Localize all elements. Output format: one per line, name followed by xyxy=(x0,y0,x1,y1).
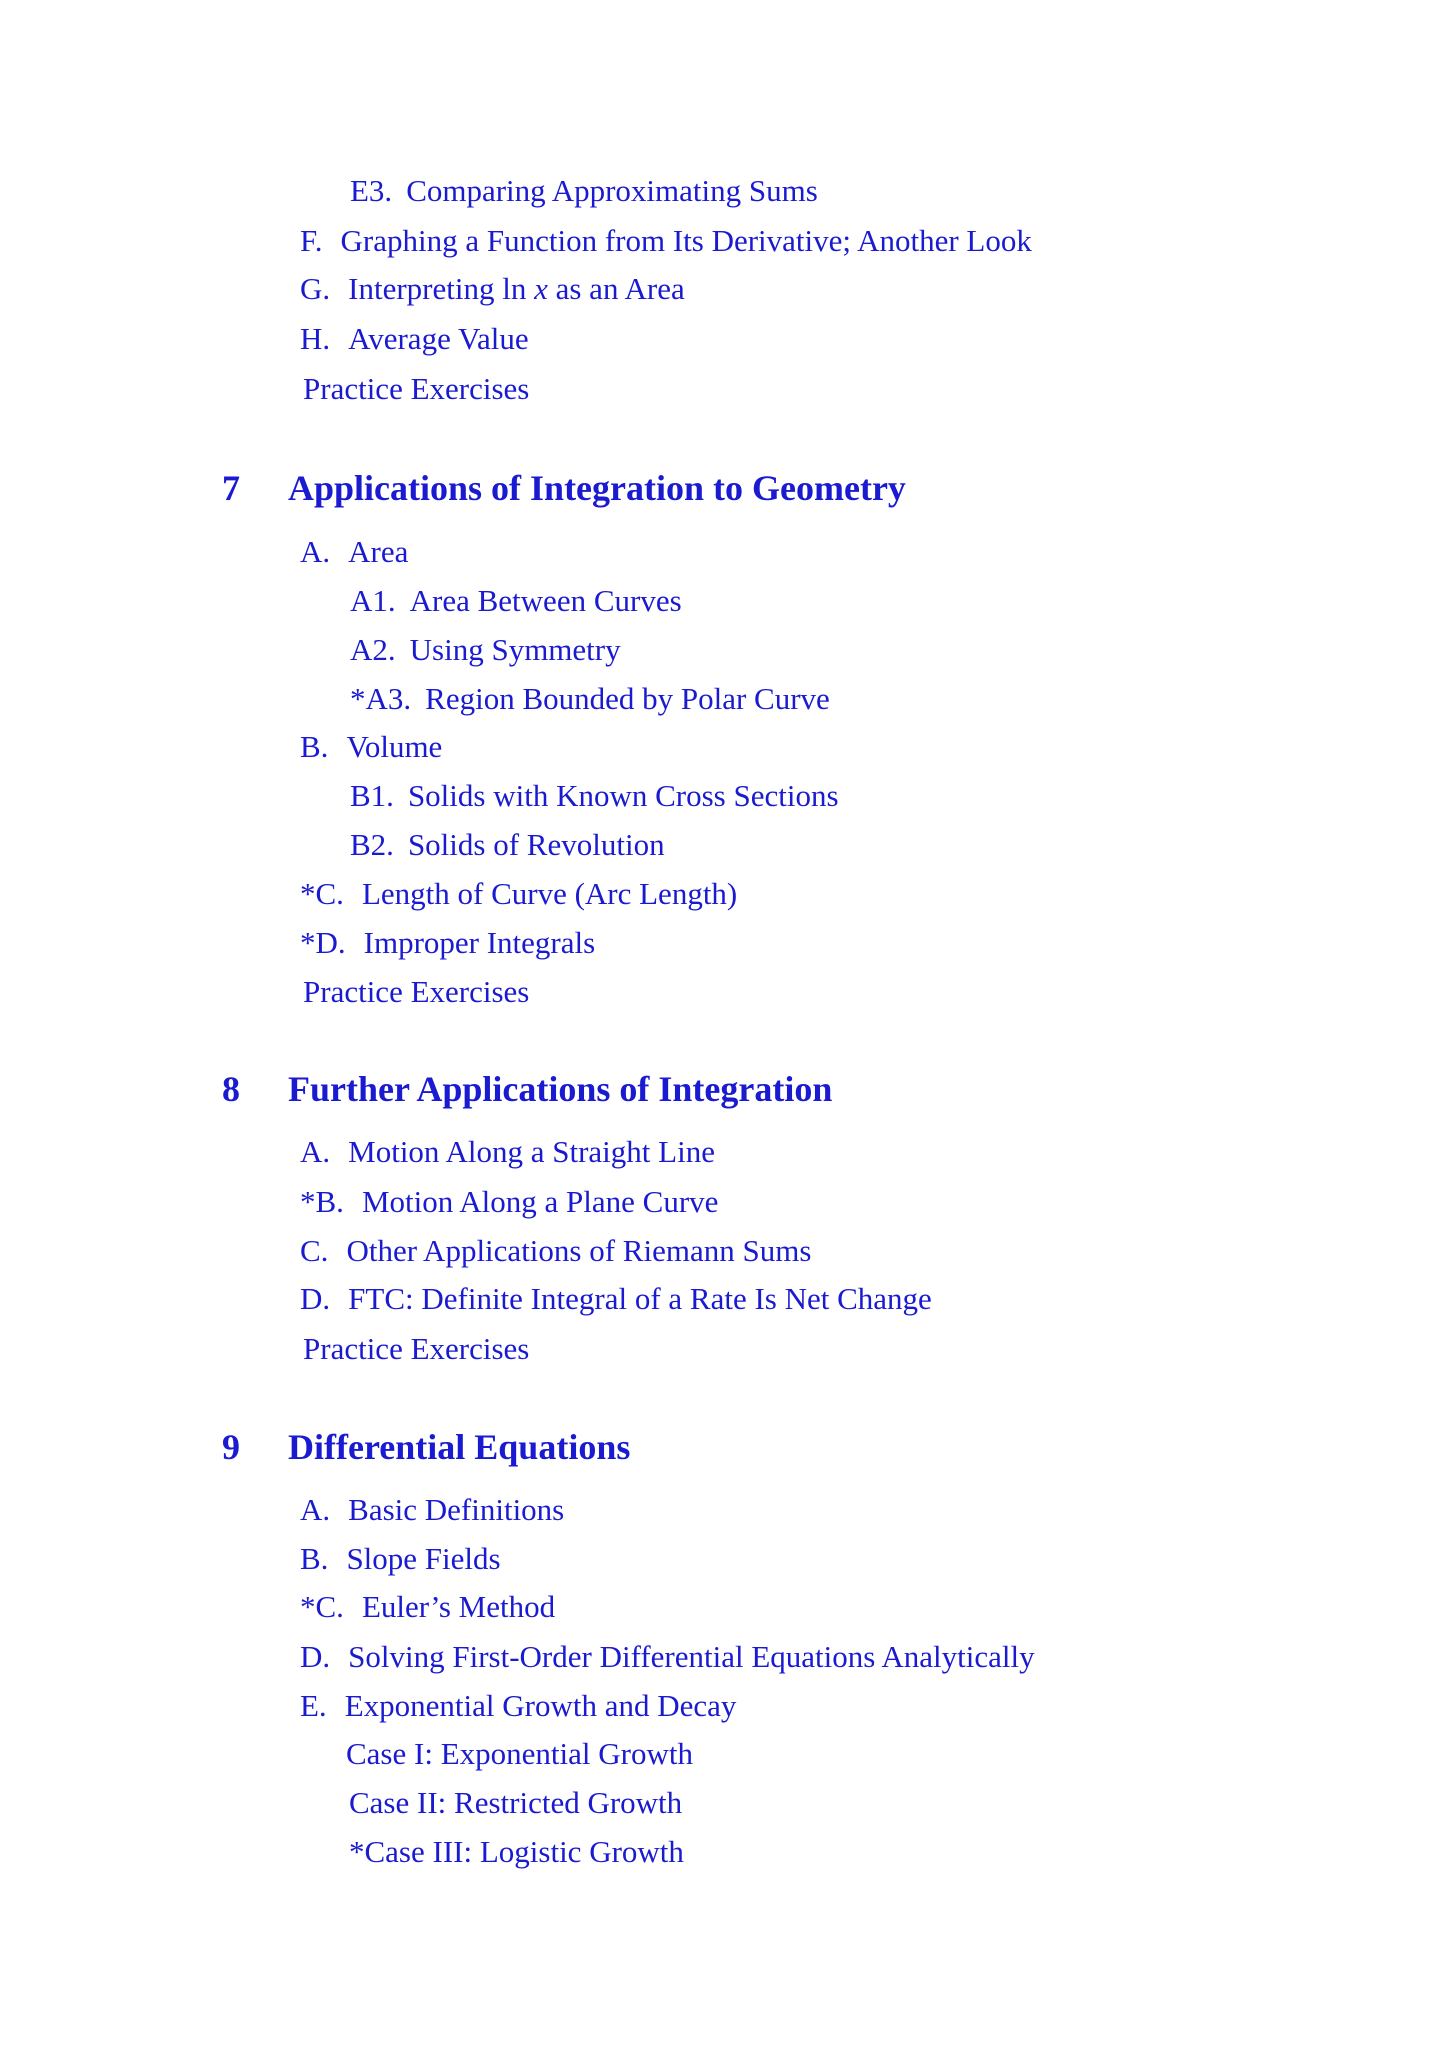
toc-item-9e-case-3[interactable] xyxy=(349,1833,684,1871)
toc-item-text: Average Value xyxy=(348,321,529,356)
chapter-title: Differential Equations xyxy=(288,1427,631,1467)
toc-item-label: E. xyxy=(300,1688,327,1723)
toc-item-label: *A3. xyxy=(350,681,412,716)
toc-item-label: A2. xyxy=(350,632,396,667)
toc-item-8b[interactable] xyxy=(300,1183,718,1221)
chapter-number: 8 xyxy=(222,1069,240,1109)
toc-item-label: *C. xyxy=(300,876,344,911)
toc-item-9e-case-1[interactable] xyxy=(346,1735,693,1773)
toc-item-label: G. xyxy=(300,271,331,306)
toc-item-text: Motion Along a Plane Curve xyxy=(361,1184,719,1219)
toc-item-9b[interactable] xyxy=(300,1540,501,1578)
toc-item-text: Improper Integrals xyxy=(363,925,596,960)
toc-item-8c[interactable] xyxy=(300,1232,811,1270)
toc-item-text: Solving First-Order Differential Equations Analytically xyxy=(348,1639,1035,1674)
toc-item-text: Exponential Growth and Decay xyxy=(344,1688,737,1723)
toc-item-text: Using Symmetry xyxy=(409,632,621,667)
toc-item-text-before: Interpreting ln xyxy=(348,271,535,306)
toc-item-text: *Case III: Logistic Growth xyxy=(349,1834,684,1869)
toc-item-text: Motion Along a Straight Line xyxy=(348,1134,715,1169)
toc-item-e3[interactable] xyxy=(350,172,818,210)
toc-item-label: *B. xyxy=(300,1184,344,1219)
chapter-title: Further Applications of Integration xyxy=(288,1069,833,1109)
toc-item-text: Comparing Approximating Sums xyxy=(406,173,818,208)
toc-item-label: *C. xyxy=(300,1589,344,1624)
toc-item-text: Other Applications of Riemann Sums xyxy=(346,1233,812,1268)
toc-item-8a[interactable] xyxy=(300,1133,715,1171)
toc-item-text: Slope Fields xyxy=(346,1541,501,1576)
toc-item-label: E3. xyxy=(350,173,393,208)
toc-item-label: D. xyxy=(300,1639,331,1674)
toc-item-7a[interactable] xyxy=(300,533,408,571)
toc-item-text: Case I: Exponential Growth xyxy=(346,1736,693,1771)
toc-item-practice-exercises[interactable] xyxy=(303,370,529,408)
toc-item-text: Solids with Known Cross Sections xyxy=(407,778,839,813)
toc-item-label: B1. xyxy=(350,778,394,813)
toc-item-g[interactable] xyxy=(300,270,685,308)
toc-item-label: C. xyxy=(300,1233,329,1268)
toc-item-7b2[interactable] xyxy=(350,826,665,864)
toc-item-text: Area Between Curves xyxy=(409,583,682,618)
toc-item-text: Solids of Revolution xyxy=(407,827,665,862)
toc-item-7b[interactable] xyxy=(300,728,442,766)
toc-item-7a2[interactable] xyxy=(350,631,621,669)
toc-item-7b1[interactable] xyxy=(350,777,839,815)
toc-item-text: Graphing a Function from Its Derivative; Another Look xyxy=(340,223,1032,258)
toc-item-text: Practice Exercises xyxy=(303,371,530,406)
toc-item-9e-case-2[interactable] xyxy=(349,1784,682,1822)
toc-item-label: B2. xyxy=(350,827,394,862)
toc-item-label: *D. xyxy=(300,925,346,960)
toc-item-label: A1. xyxy=(350,583,396,618)
toc-item-label: A. xyxy=(300,534,331,569)
toc-item-9d[interactable] xyxy=(300,1638,1035,1676)
toc-item-label: B. xyxy=(300,1541,329,1576)
toc-item-8d[interactable] xyxy=(300,1280,932,1318)
toc-item-text: Length of Curve (Arc Length) xyxy=(361,876,738,911)
toc-item-text: Practice Exercises xyxy=(303,1331,530,1366)
chapter-number: 9 xyxy=(222,1427,240,1467)
toc-item-9a[interactable] xyxy=(300,1491,564,1529)
toc-item-text: Euler’s Method xyxy=(361,1589,556,1624)
toc-item-label: F. xyxy=(300,223,323,258)
toc-item-9c[interactable] xyxy=(300,1588,555,1626)
toc-item-9e[interactable] xyxy=(300,1687,736,1725)
toc-item-text: FTC: Definite Integral of a Rate Is Net Change xyxy=(348,1281,932,1316)
toc-item-text: Basic Definitions xyxy=(348,1492,565,1527)
toc-item-7a3[interactable] xyxy=(350,680,830,718)
toc-item-h[interactable] xyxy=(300,320,529,358)
chapter-title: Applications of Integration to Geometry xyxy=(288,468,906,508)
toc-item-7-practice-exercises[interactable] xyxy=(303,973,529,1011)
toc-item-7c[interactable] xyxy=(300,875,737,913)
toc-item-8-practice-exercises[interactable] xyxy=(303,1330,529,1368)
toc-item-label: H. xyxy=(300,321,331,356)
toc-item-text-after: as an Area xyxy=(547,271,685,306)
toc-item-label: A. xyxy=(300,1134,331,1169)
toc-item-label: B. xyxy=(300,729,329,764)
toc-item-7d[interactable] xyxy=(300,924,595,962)
toc-item-label: D. xyxy=(300,1281,331,1316)
toc-item-f[interactable] xyxy=(300,222,1032,260)
toc-item-label: A. xyxy=(300,1492,331,1527)
toc-item-text: Region Bounded by Polar Curve xyxy=(425,681,830,716)
toc-item-text: Area xyxy=(348,534,409,569)
toc-item-text: Case II: Restricted Growth xyxy=(349,1785,683,1820)
toc-item-text: Volume xyxy=(346,729,443,764)
chapter-number: 7 xyxy=(222,468,240,508)
toc-item-math-var: x xyxy=(534,271,548,306)
toc-item-text: Practice Exercises xyxy=(303,974,530,1009)
toc-item-7a1[interactable] xyxy=(350,582,682,620)
